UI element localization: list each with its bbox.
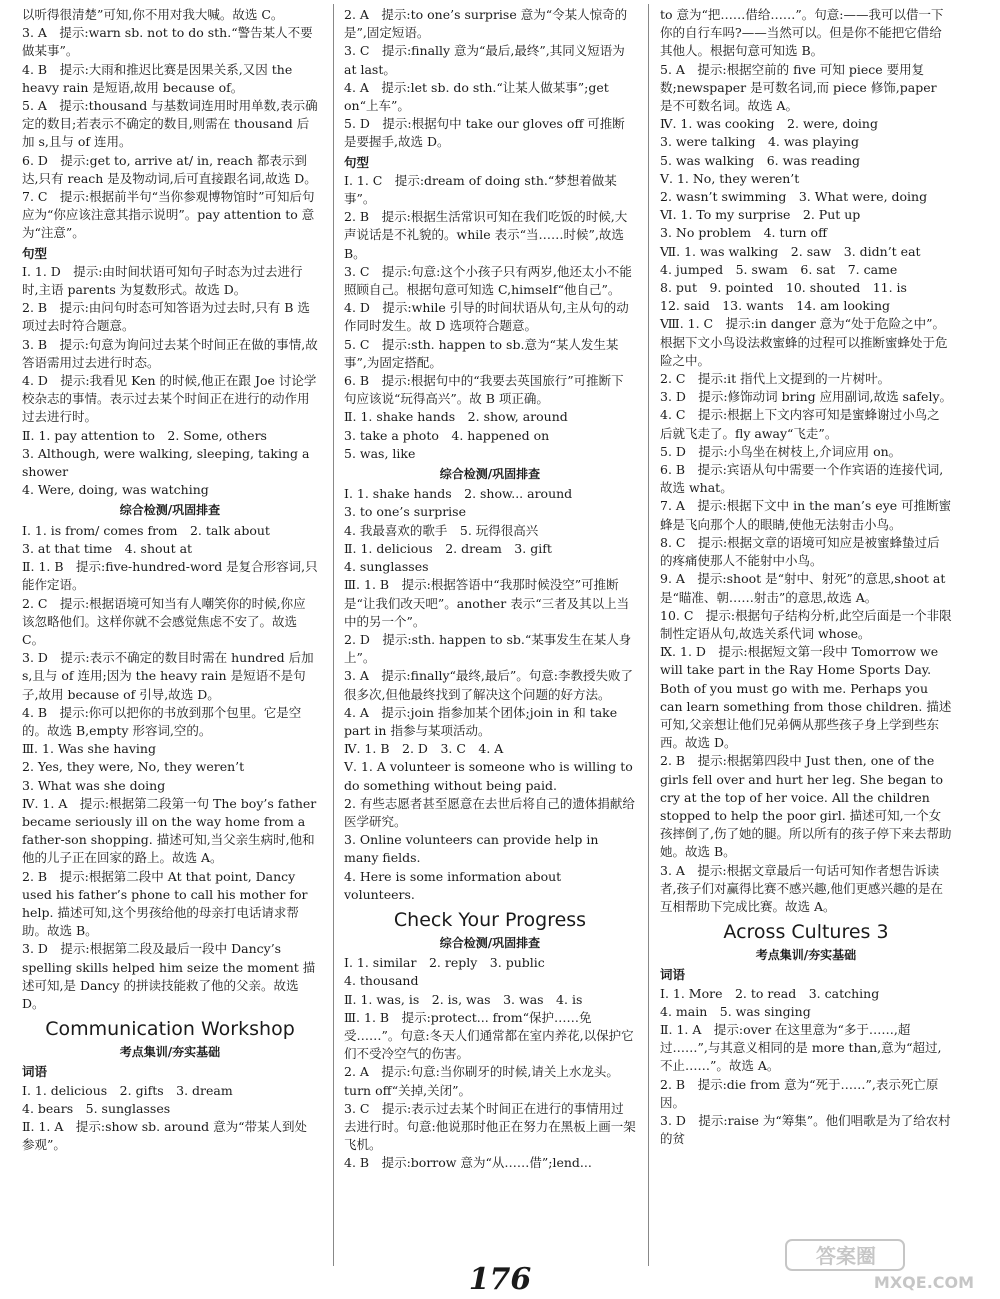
answer-line: Ⅰ. 1. D 提示:由时间状语可知句子时态为过去进行时,主语 parents 为复数形式。故选 D。 bbox=[22, 263, 303, 298]
section-title: Check Your Progress bbox=[393, 908, 587, 931]
answer-line: Ⅱ. 1. A 提示:show sb. around 意为“带某人到处参观”。 bbox=[22, 1118, 308, 1153]
answer-line: 3. D 提示:raise 为“筹集”。他们唱歌是为了给农村的贫 bbox=[660, 1112, 951, 1147]
answer-line: 2. B 提示:根据生活常识可知在我们吃饭的时候,大声说话是不礼貌的。while 表示“当……时候”,故选 B。 bbox=[344, 209, 628, 261]
answer-line: 3. C 提示:表示过去某个时间正在进行的事情用过去进行时。句意:他说那时他正在努力在黑板上画一架飞机。 bbox=[344, 1100, 636, 1153]
answer-line: 4. B 提示:你可以把你的书放到那个包里。它是空的。故选 B,empty 形容词,空的。 bbox=[22, 704, 302, 738]
answer-line: Ⅰ. 1. similar 2. reply 3. public bbox=[344, 955, 545, 971]
answer-line: 3. at that time 4. shout at bbox=[22, 540, 193, 556]
answer-line: 4. Were, doing, was watching bbox=[22, 482, 209, 498]
answer-line: 4. main 5. was singing bbox=[660, 1003, 811, 1019]
answer-line: 2. Yes, they were, No, they weren’t bbox=[22, 759, 245, 775]
answer-line: 4. bears 5. sunglasses bbox=[22, 1100, 171, 1116]
answer-line: Ⅱ. 1. was, is 2. is, was 3. was 4. is bbox=[344, 991, 583, 1007]
answer-line: Ⅱ. 1. pay attention to 2. Some, others bbox=[22, 427, 267, 443]
answer-line: 10. C 提示:根据句子结构分析,此空后面是一个非限制性定语从句,故选关系代词 whose。 bbox=[660, 607, 952, 641]
answer-line: 12. said 13. wants 14. am looking bbox=[660, 298, 891, 314]
column-divider bbox=[333, 4, 334, 1266]
answer-line: 9. A 提示:shoot 是“射中、射死”的意思,shoot at 是“瞄准、朝……射击”的意思,故选 A。 bbox=[660, 571, 946, 605]
answer-line: 3. A 提示:warn sb. not to do sth.“警告某人不要做某事”。 bbox=[22, 25, 313, 59]
answer-line: Ⅲ. 1. Was she having bbox=[22, 741, 156, 757]
answer-line: Ⅱ. 1. shake hands 2. show, around bbox=[344, 409, 568, 425]
answer-line: 2. D 提示:sth. happen to sb.“某事发生在某人身上”。 bbox=[344, 631, 632, 666]
answer-line: 3. What was she doing bbox=[22, 777, 166, 793]
answer-line: 5. was, like bbox=[344, 445, 416, 461]
answer-line: 4. C 提示:根据上下文内容可知是蜜蜂谢过小鸟之后就飞走了。fly away“飞走”。 bbox=[660, 407, 940, 441]
answer-line: Ⅰ. 1. shake hands 2. show... around bbox=[344, 486, 573, 502]
section-heading: 综合检测/巩固排查 bbox=[439, 935, 541, 950]
answer-line: Ⅰ. 1. delicious 2. gifts 3. dream bbox=[22, 1082, 233, 1098]
answer-line: 3. to one’s surprise bbox=[344, 504, 466, 520]
answer-line: 3. No problem 4. turn off bbox=[660, 225, 827, 241]
answer-line: 3. take a photo 4. happened on bbox=[344, 427, 550, 443]
answer-line: 4. D 提示:我看见 Ken 的时候,他正在跟 Joe 讨论学校杂志的事情。表示过去某个时间正在进行的动作用过去进行时。 bbox=[22, 373, 317, 425]
answer-line: 3. D 提示:根据第二段及最后一段中 Dancy’s spelling skills helped him seize the moment 描述可知,是 Dancy 的拼读技能救了他的父亲。故选 D。 bbox=[22, 941, 316, 1011]
answer-line: 5. A 提示:根据空前的 five 可知 piece 要用复数;newspaper 是可数名词,而 piece 修饰,paper 是不可数名词。故选 A。 bbox=[660, 61, 937, 114]
answer-line: 6. B 提示:宾语从句中需要一个作宾语的连接代词,故选 what。 bbox=[660, 462, 944, 496]
answer-line: 2. C 提示:it 指代上文提到的一片树叶。 bbox=[660, 371, 891, 387]
answer-line: 7. A 提示:根据下文中 in the man’s eye 可推断蜜蜂是飞向那个人的眼睛,使他无法射击小鸟。 bbox=[660, 498, 952, 532]
section-heading: 句型 bbox=[22, 245, 48, 261]
section-heading: 句型 bbox=[344, 154, 370, 170]
answer-line: 5. D 提示:根据句中 take our gloves off 可推断是要握手,故选 D。 bbox=[344, 116, 625, 150]
answer-line: Ⅳ. 1. A 提示:根据第二段第一句 The boy’s father became seriously ill on the way home from a father-son shopping. 描述可知,当父亲生病时,他和他的儿子正在回家的路上。故选 A。 bbox=[22, 795, 317, 866]
answer-line: 5. C 提示:sth. happen to sb.意为“某人发生某事”,为固定搭配。 bbox=[344, 336, 619, 370]
section-heading: 综合检测/巩固排查 bbox=[439, 467, 541, 482]
answer-line: 2. B 提示:根据第二段中 At that point, Dancy used his father’s phone to call his mother for help. 描述可知,这个男孩给他的母亲打电话请求帮助。故选 B。 bbox=[22, 868, 308, 939]
answer-line: Ⅲ. 1. B 提示:根据答语中“我那时候没空”可推断是“让我们改天吧”。another 表示“三者及其以上当中的另一个”。 bbox=[344, 577, 630, 629]
answer-line: 4. B 提示:borrow 意为“从……借”;lend... bbox=[344, 1155, 592, 1171]
answer-line: Ⅷ. 1. C 提示:in danger 意为“处于危险之中”。根据下文小鸟设法救蜜蜂的过程可以推断蜜蜂处于危险之中。 bbox=[660, 316, 948, 368]
section-heading: 词语 bbox=[22, 1064, 48, 1080]
answer-line: 5. A 提示:thousand 与基数词连用时用单数,表示确定的数目;若表示不确定的数目,则需在 thousand 后加 s,且与 of 连用。 bbox=[22, 98, 318, 150]
answer-line: 3. C 提示:句意:这个小孩子只有两岁,他还太小不能照顾自己。根据句意可知选 C,himself“他自己”。 bbox=[344, 263, 632, 298]
answer-line: Ⅸ. 1. D 提示:根据短文第一段中 Tomorrow we will take part in the Ray Home Sports Day. Both of you must go with me. Perhaps you can learn something from those children. 描述可知,父亲想让他们兄弟俩从那些孩子身上学到些东西。故选 D。 bbox=[660, 644, 952, 751]
answer-line: 3. C 提示:finally 意为“最后,最终”,其同义短语为 at last。 bbox=[344, 43, 625, 77]
answer-line: 2. B 提示:die from 意为“死于……”,表示死亡原因。 bbox=[660, 1076, 939, 1110]
answer-line: 6. B 提示:根据句中的“我要去英国旅行”可推断下句应该说“玩得高兴”。故 B 项正确。 bbox=[344, 373, 624, 407]
answer-line: 3. Although, were walking, sleeping, taking a shower bbox=[22, 445, 310, 480]
answer-line: Ⅳ. 1. was cooking 2. were, doing bbox=[660, 116, 878, 132]
answer-line: Ⅰ. 1. C 提示:dream of doing sth.“梦想着做某事”。 bbox=[344, 172, 617, 207]
answer-line: to 意为“把……借给……”。句意:——我可以借一下你的自行车吗?——当然可以。但是你不能把它借给其他人。根据句意可知选 B。 bbox=[660, 7, 944, 59]
answer-line: 2. 有些志愿者甚至愿意在去世后将自己的遗体捐献给医学研究。 bbox=[344, 795, 635, 829]
page-number: 176 bbox=[468, 1262, 532, 1297]
column-divider bbox=[648, 4, 649, 1266]
answer-line: Ⅱ. 1. B 提示:five-hundred-word 是复合形容词,只能作定语。 bbox=[22, 559, 318, 593]
answer-line: Ⅱ. 1. A 提示:over 在这里意为“多于……,超过……”,与其意义相同的是 more than,意为“超过,不止……”。故选 A。 bbox=[660, 1021, 942, 1074]
answer-line: 3. B 提示:句意为询问过去某个时间正在做的事情,故答语需用过去进行时态。 bbox=[22, 336, 318, 370]
answer-line: 2. A 提示:句意:当你刷牙的时候,请关上水龙头。turn off“关掉,关闭”。 bbox=[344, 1064, 619, 1098]
section-heading: 词语 bbox=[660, 967, 686, 983]
answer-line: Ⅴ. 1. No, they weren’t bbox=[660, 170, 800, 186]
answer-line: 6. D 提示:get to, arrive at/ in, reach 都表示到达,只有 reach 是及物动词,后可直接跟名词,故选 D。 bbox=[22, 152, 317, 186]
answer-line: Ⅰ. 1. More 2. to read 3. catching bbox=[660, 985, 880, 1001]
answer-line: 7. C 提示:根据前半句“当你参观博物馆时”可知后句应为“你应该注意其指示说明”。pay attention to 意为“注意”。 bbox=[22, 189, 315, 241]
section-heading: 考点集训/夯实基础 bbox=[119, 1045, 221, 1060]
answer-line: 4. jumped 5. swam 6. sat 7. came bbox=[660, 261, 898, 277]
answer-line: 4. A 提示:let sb. do sth.“让某人做某事”;get on“上车”。 bbox=[344, 79, 609, 114]
answer-line: 3. D 提示:表示不确定的数目时需在 hundred 后加 s,且与 of 连用;因为 the heavy rain 是短语不是句子,故用 because of 引导,故选 D。 bbox=[22, 650, 314, 702]
answer-line: 4. thousand bbox=[344, 973, 419, 989]
answer-line: Ⅳ. 1. B 2. D 3. C 4. A bbox=[344, 741, 504, 757]
watermark-logo bbox=[784, 1236, 994, 1294]
answer-line: 3. D 提示:修饰动词 bring 应用副词,故选 safely。 bbox=[660, 389, 953, 405]
answer-line: 3. A 提示:根据文章最后一句话可知作者想告诉读者,孩子们对赢得比赛不感兴趣,他们更感兴趣的是在互相帮助下完成比赛。故选 A。 bbox=[660, 862, 943, 914]
answer-line: 4. A 提示:join 指参加某个团体;join in 和 take part in 指参与某项活动。 bbox=[344, 704, 618, 738]
answer-line: Ⅲ. 1. B 提示:protect... from“保护……免受……”。句意:冬天人们通常都在室内养花,以保护它们不受冷空气的伤害。 bbox=[344, 1009, 634, 1062]
svg-text:MXQE.COM: MXQE.COM bbox=[873, 1273, 975, 1292]
section-heading: 考点集训/夯实基础 bbox=[755, 948, 857, 963]
answer-line: 5. D 提示:小鸟坐在树枝上,介词应用 on。 bbox=[660, 443, 902, 459]
answer-line: Ⅵ. 1. To my surprise 2. Put up bbox=[660, 207, 861, 223]
answer-line: Ⅴ. 1. A volunteer is someone who is willing to do something without being paid. bbox=[344, 759, 633, 793]
answer-line: 2. B 提示:由问句时态可知答语为过去时,只有 B 选项过去时符合题意。 bbox=[22, 300, 310, 334]
column-2 bbox=[344, 6, 636, 1173]
answer-line: 4. 我最喜欢的歌手 5. 玩得很高兴 bbox=[344, 522, 539, 538]
column-3 bbox=[660, 6, 952, 1148]
answer-line: 8. C 提示:根据文章的语境可知应是被蜜蜂蛰过后的疼痛使那人不能射中小鸟。 bbox=[660, 534, 940, 569]
answer-line: Ⅰ. 1. is from/ comes from 2. talk about bbox=[22, 522, 270, 538]
answer-line: 2. C 提示:根据语境可知当有人嘲笑你的时候,你应该忽略他们。这样你就不会感觉焦虑不安了。故选 C。 bbox=[22, 595, 306, 647]
answer-line: 4. sunglasses bbox=[344, 559, 429, 575]
answer-line: 2. B 提示:根据第四段中 Just then, one of the girls fell over and hurt her leg. She began to cry at the top of her voice. All the children stopped to help the poor girl. 描述可知,一个女孩摔倒了,伤了她的腿。所以所有的孩子停下来去帮助她。故选 B。 bbox=[660, 753, 952, 860]
section-heading: 综合检测/巩固排查 bbox=[119, 503, 221, 518]
column-1 bbox=[22, 6, 318, 1154]
answer-line: 3. Online volunteers can provide help in many fields. bbox=[344, 832, 599, 866]
answer-line: 以听得很清楚”可知,你不用对我大喊。故选 C。 bbox=[22, 7, 284, 22]
answer-line: 5. was walking 6. was reading bbox=[660, 152, 861, 168]
answer-line: 2. A 提示:to one’s surprise 意为“令某人惊奇的是”,固定短语。 bbox=[344, 7, 628, 41]
section-title: Communication Workshop bbox=[45, 1018, 295, 1041]
answer-line: Ⅶ. 1. was walking 2. saw 3. didn’t eat bbox=[660, 243, 921, 259]
answer-line: 3. were talking 4. was playing bbox=[660, 134, 859, 150]
answer-line: 4. D 提示:while 引导的时间状语从句,主从句的动作同时发生。故 D 选项符合题意。 bbox=[344, 300, 629, 334]
answer-line: 2. wasn’t swimming 3. What were, doing bbox=[660, 189, 928, 205]
svg-text:答案圈: 答案圈 bbox=[816, 1244, 876, 1268]
answer-line: Ⅱ. 1. delicious 2. dream 3. gift bbox=[344, 540, 552, 556]
answer-line: 3. A 提示:finally“最终,最后”。句意:李教授失败了很多次,但他最终找到了解决这个问题的好方法。 bbox=[344, 668, 634, 702]
section-title: Across Cultures 3 bbox=[723, 921, 889, 944]
answer-line: 8. put 9. pointed 10. shouted 11. is bbox=[660, 280, 907, 296]
answer-line: 4. Here is some information about volunteers. bbox=[344, 868, 562, 902]
answer-line: 4. B 提示:大雨和推迟比赛是因果关系,又因 the heavy rain 是短语,故用 because of。 bbox=[22, 61, 293, 95]
